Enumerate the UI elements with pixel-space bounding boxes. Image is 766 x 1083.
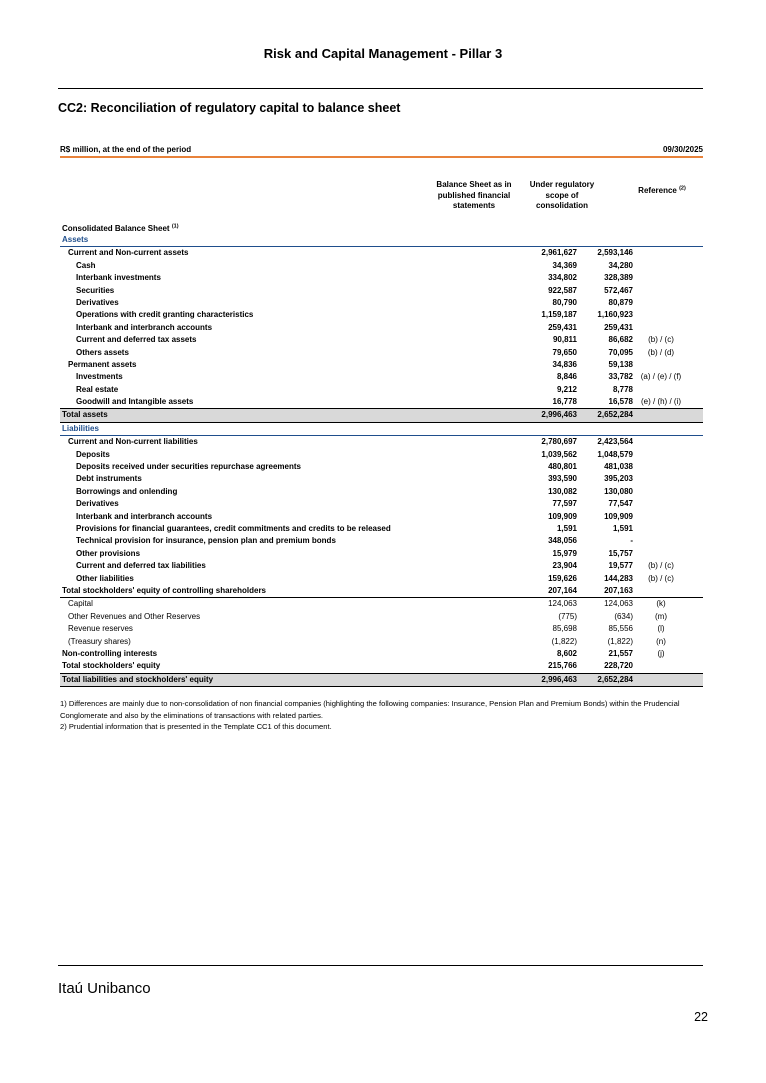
reference-value: (b) / (c) [648,561,674,571]
row-label: Current and deferred tax assets [76,335,197,345]
published-value: 130,082 [548,486,577,496]
regulatory-value: 1,160,923 [597,310,633,320]
regulatory-value: 2,652,284 [597,410,633,420]
row-label: Investments [76,372,123,382]
table-row [60,573,703,585]
column-header-line: consolidation [536,201,588,210]
published-value: 34,836 [552,359,577,369]
row-label: Goodwill and Intangible assets [76,397,194,407]
regulatory-value: 207,163 [604,585,633,595]
reference-value: (b) / (c) [648,335,674,345]
row-label: Others assets [76,347,129,357]
reference-value: (m) [655,611,667,621]
regulatory-value: 80,879 [608,297,633,307]
published-value: 2,996,463 [541,410,577,420]
table-row [60,611,703,623]
published-value: 1,591 [556,523,577,533]
published-value: 79,650 [552,347,577,357]
published-value: 2,996,463 [541,674,577,684]
published-value: 259,431 [548,322,577,332]
table-row [60,334,703,346]
row-label: Technical provision for insurance, pension plan and premium bonds [76,536,336,546]
table-row [60,234,703,247]
table-row [60,449,703,461]
column-header-line: statements [452,201,496,210]
regulatory-value: 33,782 [608,372,633,382]
row-label: Borrowings and onlending [76,486,178,496]
regulatory-value: 572,467 [604,285,633,295]
balance-sheet-table [60,234,703,687]
published-value: 215,766 [548,661,577,671]
published-value: (775) [558,611,577,621]
reference-value: (b) / (d) [647,347,675,357]
row-label: Non-controlling interests [62,648,158,658]
regulatory-value: 34,280 [608,260,633,270]
row-label: Current and deferred tax liabilities [76,561,206,571]
regulatory-value: 21,557 [608,648,633,658]
row-label: Securities [76,285,115,295]
row-label: Other Revenues and Other Reserves [68,611,201,621]
column-header-published [425,180,523,212]
column-header-reference [622,186,702,197]
published-value: 334,802 [548,273,577,283]
table-row [60,423,703,436]
regulatory-value: 228,720 [604,661,633,671]
column-header-line: Under regulatory [529,180,595,189]
row-label: Total assets [62,410,108,420]
consolidated-title-text: Consolidated Balance Sheet [62,224,170,233]
reference-value: (e) / (h) / (i) [641,397,681,407]
column-header-line: published financial [437,190,511,200]
footnote-2: 2) Prudential information that is presented in the Template CC1 of this document. [60,722,332,731]
row-label: Operations with credit granting characteristics [76,310,254,320]
table-row [60,309,703,321]
reference-value: (a) / (e) / (f) [640,372,682,382]
reference-value: (k) [656,599,666,609]
row-label: Liabilities [62,423,99,433]
published-value: 8,602 [556,648,577,658]
page-header-title: Risk and Capital Management - Pillar 3 [263,46,503,61]
table-row [60,473,703,485]
published-value: 2,961,627 [541,248,577,258]
table-row [60,548,703,560]
regulatory-value: 2,652,284 [597,674,633,684]
published-value: 9,212 [556,384,577,394]
row-label: Cash [76,260,96,270]
column-header-line: Balance Sheet as in [436,180,512,189]
published-value: 16,778 [552,397,577,407]
regulatory-value: 481,038 [604,462,633,472]
column-header-regulatory [518,180,606,212]
consolidated-balance-sheet-title [62,224,179,233]
footer-rule [58,965,703,966]
unit-label: R$ million, at the end of the period [60,145,192,154]
published-value: 80,790 [552,297,577,307]
row-label: Deposits received under securities repurchase agreements [76,462,301,472]
row-label: Interbank investments [76,273,161,283]
column-header-line: scope of [545,190,579,200]
published-value: 90,811 [552,335,577,345]
row-label: Other liabilities [76,573,134,583]
row-label: Permanent assets [68,359,137,369]
published-value: 1,039,562 [541,449,577,459]
reference-value: (j) [657,648,665,658]
published-value: 23,904 [552,561,577,571]
regulatory-value: 109,909 [604,511,633,521]
row-label: Current and Non-current liabilities [68,437,198,447]
period-date: 09/30/2025 [662,145,703,154]
table-row [60,436,703,448]
table-row [60,598,703,610]
published-value: 15,979 [552,548,577,558]
footnote-marker: (1) [171,223,179,230]
regulatory-value: 1,048,579 [597,449,633,459]
table-row [60,585,703,598]
row-label: Debt instruments [76,474,142,484]
row-label: Total liabilities and stockholders' equity [62,674,214,684]
table-row [60,660,703,672]
unit-bar [60,145,703,158]
regulatory-value: 130,080 [604,486,633,496]
table-row [60,560,703,572]
table-row [60,260,703,272]
row-label: (Treasury shares) [68,636,131,646]
regulatory-value: 395,203 [604,474,633,484]
regulatory-value: 16,578 [608,397,633,407]
regulatory-value: (1,822) [607,636,633,646]
row-label: Revenue reserves [68,624,133,634]
column-header-text: Reference [638,186,677,195]
regulatory-value: 144,283 [604,573,633,583]
row-label: Total stockholders' equity of controlling shareholders [62,585,267,595]
published-value: 85,698 [552,624,577,634]
table-row [60,322,703,334]
row-label: Current and Non-current assets [68,248,189,258]
reference-value: (b) / (c) [648,573,674,583]
published-value: 124,063 [548,599,577,609]
footnotes [60,698,705,733]
published-value: 922,587 [548,285,577,295]
published-value: 1,159,187 [541,310,577,320]
row-label: Other provisions [76,548,141,558]
published-value: 109,909 [548,511,577,521]
row-label: Interbank and interbranch accounts [76,511,213,521]
table-row [60,396,703,408]
table-row [60,636,703,648]
table-row [60,498,703,510]
published-value: 159,626 [548,573,577,583]
published-value: 8,846 [556,372,577,382]
table-row [60,408,703,422]
table-row [60,511,703,523]
regulatory-value: 124,063 [604,599,633,609]
table-row [60,247,703,259]
row-label: Deposits [76,449,110,459]
regulatory-value: 2,423,564 [597,437,633,447]
table-row [60,359,703,371]
footnote-marker: (2) [679,185,686,192]
row-label: Total stockholders' equity [62,661,161,671]
regulatory-value: 85,556 [608,624,633,634]
regulatory-value: 70,095 [608,347,633,357]
row-label: Derivatives [76,499,119,509]
table-row [60,486,703,498]
table-row [60,272,703,284]
regulatory-value: (634) [614,611,633,621]
footnote-1: 1) Differences are mainly due to non-consolidation of non financial companies (highlighting the following companies: Insurance, Pension Plan and Premium Bonds) within the Prudencial Conglomerate and also by the eliminations of transactions with related parties. [60,699,680,720]
published-value: 207,164 [548,585,577,595]
published-value: 480,801 [548,462,577,472]
table-row [60,673,703,687]
regulatory-value: 328,389 [604,273,633,283]
published-value: 77,597 [552,499,577,509]
row-label: Real estate [76,384,119,394]
table-row [60,285,703,297]
reference-value: (n) [656,636,666,646]
company-name: Itaú Unibanco [58,980,151,997]
page-number: 22 [694,1010,708,1024]
row-label: Derivatives [76,297,119,307]
regulatory-value: 19,577 [608,561,633,571]
table-row [60,648,703,660]
row-label: Assets [62,235,89,244]
table-row [60,371,703,383]
regulatory-value: 77,547 [608,499,633,509]
table-row [60,384,703,396]
regulatory-value: 8,778 [612,384,633,394]
regulatory-value: 1,591 [612,523,633,533]
regulatory-value: 259,431 [604,322,633,332]
section-title: CC2: Reconciliation of regulatory capital to balance sheet [58,101,401,115]
published-value: 34,369 [552,260,577,270]
table-row [60,347,703,359]
regulatory-value: 86,682 [608,335,633,345]
table-row [60,535,703,547]
row-label: Provisions for financial guarantees, credit commitments and credits to be released [76,523,391,533]
row-label: Interbank and interbranch accounts [76,322,213,332]
regulatory-value: 2,593,146 [597,248,633,258]
published-value: 2,780,697 [541,437,577,447]
published-value: 393,590 [548,474,577,484]
regulatory-value: - [630,536,633,546]
table-row [60,297,703,309]
reference-value: (l) [657,624,665,634]
row-label: Capital [68,599,93,609]
table-row [60,461,703,473]
table-row [60,623,703,635]
table-row [60,523,703,535]
regulatory-value: 15,757 [608,548,633,558]
header-rule [58,88,703,89]
published-value: 348,056 [548,536,577,546]
published-value: (1,822) [551,636,577,646]
regulatory-value: 59,138 [608,359,633,369]
